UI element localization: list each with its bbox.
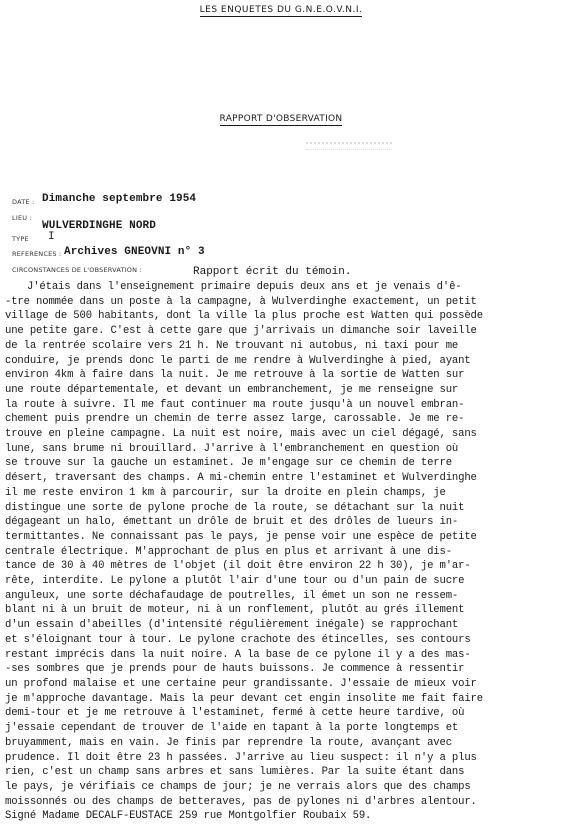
text-line: -tre nommée dans un poste à la campagne, à Wulverdinghe exactement, un petit bbox=[5, 295, 477, 308]
text-line: anguleux, une sorte déchafaudage de poutrelles, il émet un son ne ressem- bbox=[5, 589, 459, 602]
text-line: bruyamment, mais en vain. Je finis par reprendre la route, avançant avec bbox=[5, 736, 452, 749]
text-line: une petite gare. C'est à cette gare que j'arrivais un dimanche soir laveille bbox=[5, 325, 477, 338]
text-line: chement puis prendre un chemin de terre assez large, carossable. Je me re- bbox=[5, 413, 465, 426]
text-line: distingue une sorte de pylone proche de la route, se détachant sur la nuit bbox=[5, 501, 465, 514]
text-line: il me reste environ 1 km à parcourir, sur la droite en plein champs, je bbox=[5, 486, 446, 499]
text-line: un profond malaise et une certaine peur grandissante. J'essaie de mieux voir bbox=[5, 677, 477, 690]
text-line: blant ni à un bruit de moteur, ni à un ronflement, plutôt au grés illement bbox=[5, 604, 465, 617]
series-header bbox=[0, 5, 562, 15]
circumstances-label: CIRCONSTANCES DE L'OBSERVATION : bbox=[12, 266, 142, 274]
bleed-through-mark bbox=[306, 142, 392, 150]
text-line: Signé Madame DECALF-EUSTACE 259 rue Montgolfier Roubaix 59. bbox=[5, 810, 372, 823]
series-title: LES ENQUETES DU G.N.E.O.V.N.I. bbox=[199, 5, 363, 15]
text-line: je m'approche davantage. Mais la peur devant cet engin insolite me fait faire bbox=[5, 692, 483, 705]
testimony-text bbox=[5, 280, 557, 824]
text-line: de la rentrée scolaire vers 21 h. Ne trouvant ni autobus, ni taxi pour me bbox=[5, 339, 459, 352]
text-line: tance de 30 à 40 mètres de l'objet (il doit être environ 22 h 30), je m'ar- bbox=[5, 560, 471, 573]
text-line: rien, c'est un champ sans arbres et sans lumières. Par la suite étant dans bbox=[5, 766, 465, 779]
text-line: restant imprécis dans la nuit noire. A la base de ce pylone il y a des mas- bbox=[5, 648, 471, 661]
text-line: trouve en pleine campagne. La nuit est noire, mais avec un ciel dégagé, sans bbox=[5, 428, 477, 441]
type-value: I bbox=[48, 231, 55, 243]
text-line: dégageant un halo, émettant un drôle de bruit et des drôles de lueurs in- bbox=[5, 516, 459, 529]
references-value: Archives GNEOVNI n° 3 bbox=[64, 246, 205, 258]
type-label: TYPE bbox=[12, 235, 29, 243]
text-line: demi-tour et je me retrouve à l'estaminet, fermé à cette heure tardive, où bbox=[5, 707, 465, 720]
lieu-label: LIEU : bbox=[12, 214, 32, 222]
date-value: Dimanche septembre 1954 bbox=[42, 193, 197, 205]
text-line: conduire, je prends donc le parti de me rendre à Wulverdinghe à pied, ayant bbox=[5, 354, 471, 367]
date-label: DATE : bbox=[12, 198, 35, 206]
circumstances-value: Rapport écrit du témoin. bbox=[193, 266, 352, 278]
text-line: rête, interdite. Le pylone a plutôt l'air d'une tour ou d'un pain de sucre bbox=[5, 575, 465, 588]
text-line: j'essaie cependant de trouver de l'aide en tapant à la porte longtemps et bbox=[5, 722, 459, 735]
text-line: le pays, je vérifiais ce champs de jour; je ne verrais alors que des champs bbox=[5, 780, 471, 793]
text-line: termittantes. Ne connaissant pas le pays, je pense voir une espèce de petite bbox=[5, 530, 477, 543]
text-line: se trouve sur la gauche un estaminet. Je m'engage sur ce chemin de terre bbox=[5, 457, 452, 470]
lieu-value: WULVERDINGHE NORD bbox=[42, 220, 156, 232]
text-line: une route départementale, et devant un embranchement, je me renseigne sur bbox=[5, 383, 459, 396]
text-line: désert, traversant des champs. A mi-chemin entre l'estaminet et Wulverdinghe bbox=[5, 472, 477, 485]
text-line: J'étais dans l'enseignement primaire depuis deux ans et je venais d'ê- bbox=[27, 281, 462, 293]
text-line: prudence. Il doit être 23 h passées. J'arrive au lieu suspect: il n'y a plus bbox=[5, 751, 477, 764]
text-line: lune, sans brume ni brouillard. J'arrive à l'embranchement en question où bbox=[5, 442, 459, 455]
text-line: et s'éloignant tour à tour. Le pylone crachote des étincelles, ses contours bbox=[5, 633, 471, 646]
text-line: environ 4km à faire dans la nuit. Je me retrouve à la sortie de Watten sur bbox=[5, 369, 465, 382]
report-title-block bbox=[0, 114, 562, 124]
text-line: village de 500 habitants, dont la ville la plus proche est Watten qui possède bbox=[5, 310, 483, 323]
text-line: moissonnés ou des champs de betteraves, pas de pylones ni d'arbres alentour. bbox=[5, 795, 477, 808]
text-line: centrale électrique. M'approchant de plus en plus et arrivant à une dis- bbox=[5, 545, 452, 558]
text-line: -ses sombres que je prends pour de hauts buissons. Je commence à ressentir bbox=[5, 663, 465, 676]
text-line: d'un essain d'abeilles (d'intensité régulièrement inégale) se rapprochant bbox=[5, 619, 459, 632]
text-line: la route à suivre. Il me faut continuer ma route jusqu'à un nouvel embran- bbox=[5, 398, 465, 411]
report-title: RAPPORT D'OBSERVATION bbox=[219, 114, 343, 124]
references-label: REFERENCES : bbox=[12, 250, 62, 258]
